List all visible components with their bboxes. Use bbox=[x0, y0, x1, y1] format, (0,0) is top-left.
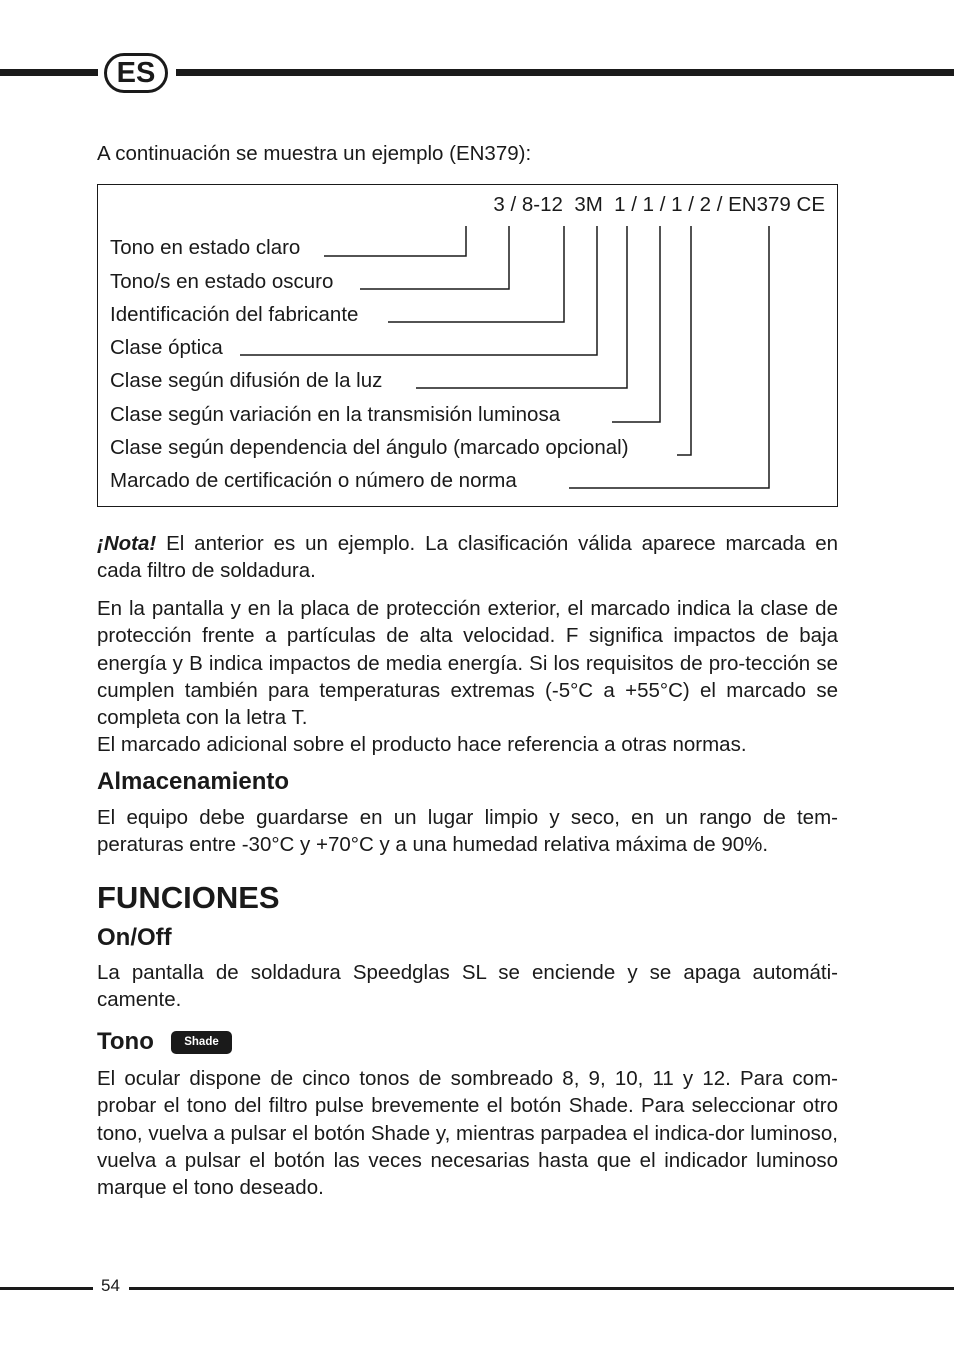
storage-text: El equipo debe guardarse en un lugar limpio y seco, en un rango de tem-peraturas entre -30°C y +70°C y a una humedad relativa máxima de 90%. bbox=[97, 806, 838, 857]
marking-label-certification: Marcado de certificación o número de norma bbox=[110, 469, 517, 492]
note-label: ¡Nota! bbox=[97, 532, 157, 555]
footer-rule-right bbox=[129, 1287, 954, 1290]
marking-label-light-shade: Tono en estado claro bbox=[110, 236, 301, 259]
shade-button-icon: Shade bbox=[171, 1031, 232, 1054]
page-number: 54 bbox=[101, 1276, 120, 1295]
language-badge: ES bbox=[104, 53, 168, 93]
footer-rule-left bbox=[0, 1287, 93, 1290]
marking-label-angle-class: Clase según dependencia del ángulo (marcado opcional) bbox=[110, 436, 629, 459]
marking-code: 3 / 8-12 3M 1 / 1 / 1 / 2 / EN379 CE bbox=[493, 193, 825, 216]
tono-heading: Tono bbox=[97, 1028, 154, 1055]
marking-label-diffusion-class: Clase según difusión de la luz bbox=[110, 369, 383, 392]
onoff-heading: On/Off bbox=[97, 924, 172, 951]
note-text: El anterior es un ejemplo. La clasificación válida aparece marcada en cada filtro de soldadura. bbox=[97, 532, 838, 583]
functions-heading: FUNCIONES bbox=[97, 880, 280, 915]
marking-label-dark-shade: Tono/s en estado oscuro bbox=[110, 270, 334, 293]
marking-label-transmission-class: Clase según variación en la transmisión luminosa bbox=[110, 403, 561, 426]
tono-text: El ocular dispone de cinco tonos de sombreado 8, 9, 10, 11 y 12. Para com-probar el tono del filtro pulse brevemente el botón Shade. Para seleccionar otro tono, vuelva a pulsar el botón Shade y, mientras parpadea el indica-dor luminoso, vuelva a pulsar el botón las veces necesarias hasta que el indicador luminoso marque el tono deseado. bbox=[97, 1067, 838, 1200]
marking-label-optical-class: Clase óptica bbox=[110, 336, 223, 359]
marking-label-manufacturer: Identificación del fabricante bbox=[110, 303, 359, 326]
storage-heading: Almacenamiento bbox=[97, 768, 290, 795]
additional-marking-paragraph: El marcado adicional sobre el producto hace referencia a otras normas. bbox=[97, 733, 747, 756]
note-paragraph bbox=[97, 530, 838, 585]
intro-text: A continuación se muestra un ejemplo (EN379): bbox=[97, 142, 532, 165]
onoff-text: La pantalla de soldadura Speedglas SL se enciende y se apaga automáti-camente. bbox=[97, 961, 838, 1012]
protection-paragraph: En la pantalla y en la placa de protección exterior, el marcado indica la clase de protección frente a partículas de alta velocidad. F significa impactos de baja energía y B indica impactos de media energía. Si los requisitos de pro-tección se cumplen también para temperaturas extremas (-5°C a +55°C) el marcado se completa con la letra T. bbox=[97, 597, 838, 730]
